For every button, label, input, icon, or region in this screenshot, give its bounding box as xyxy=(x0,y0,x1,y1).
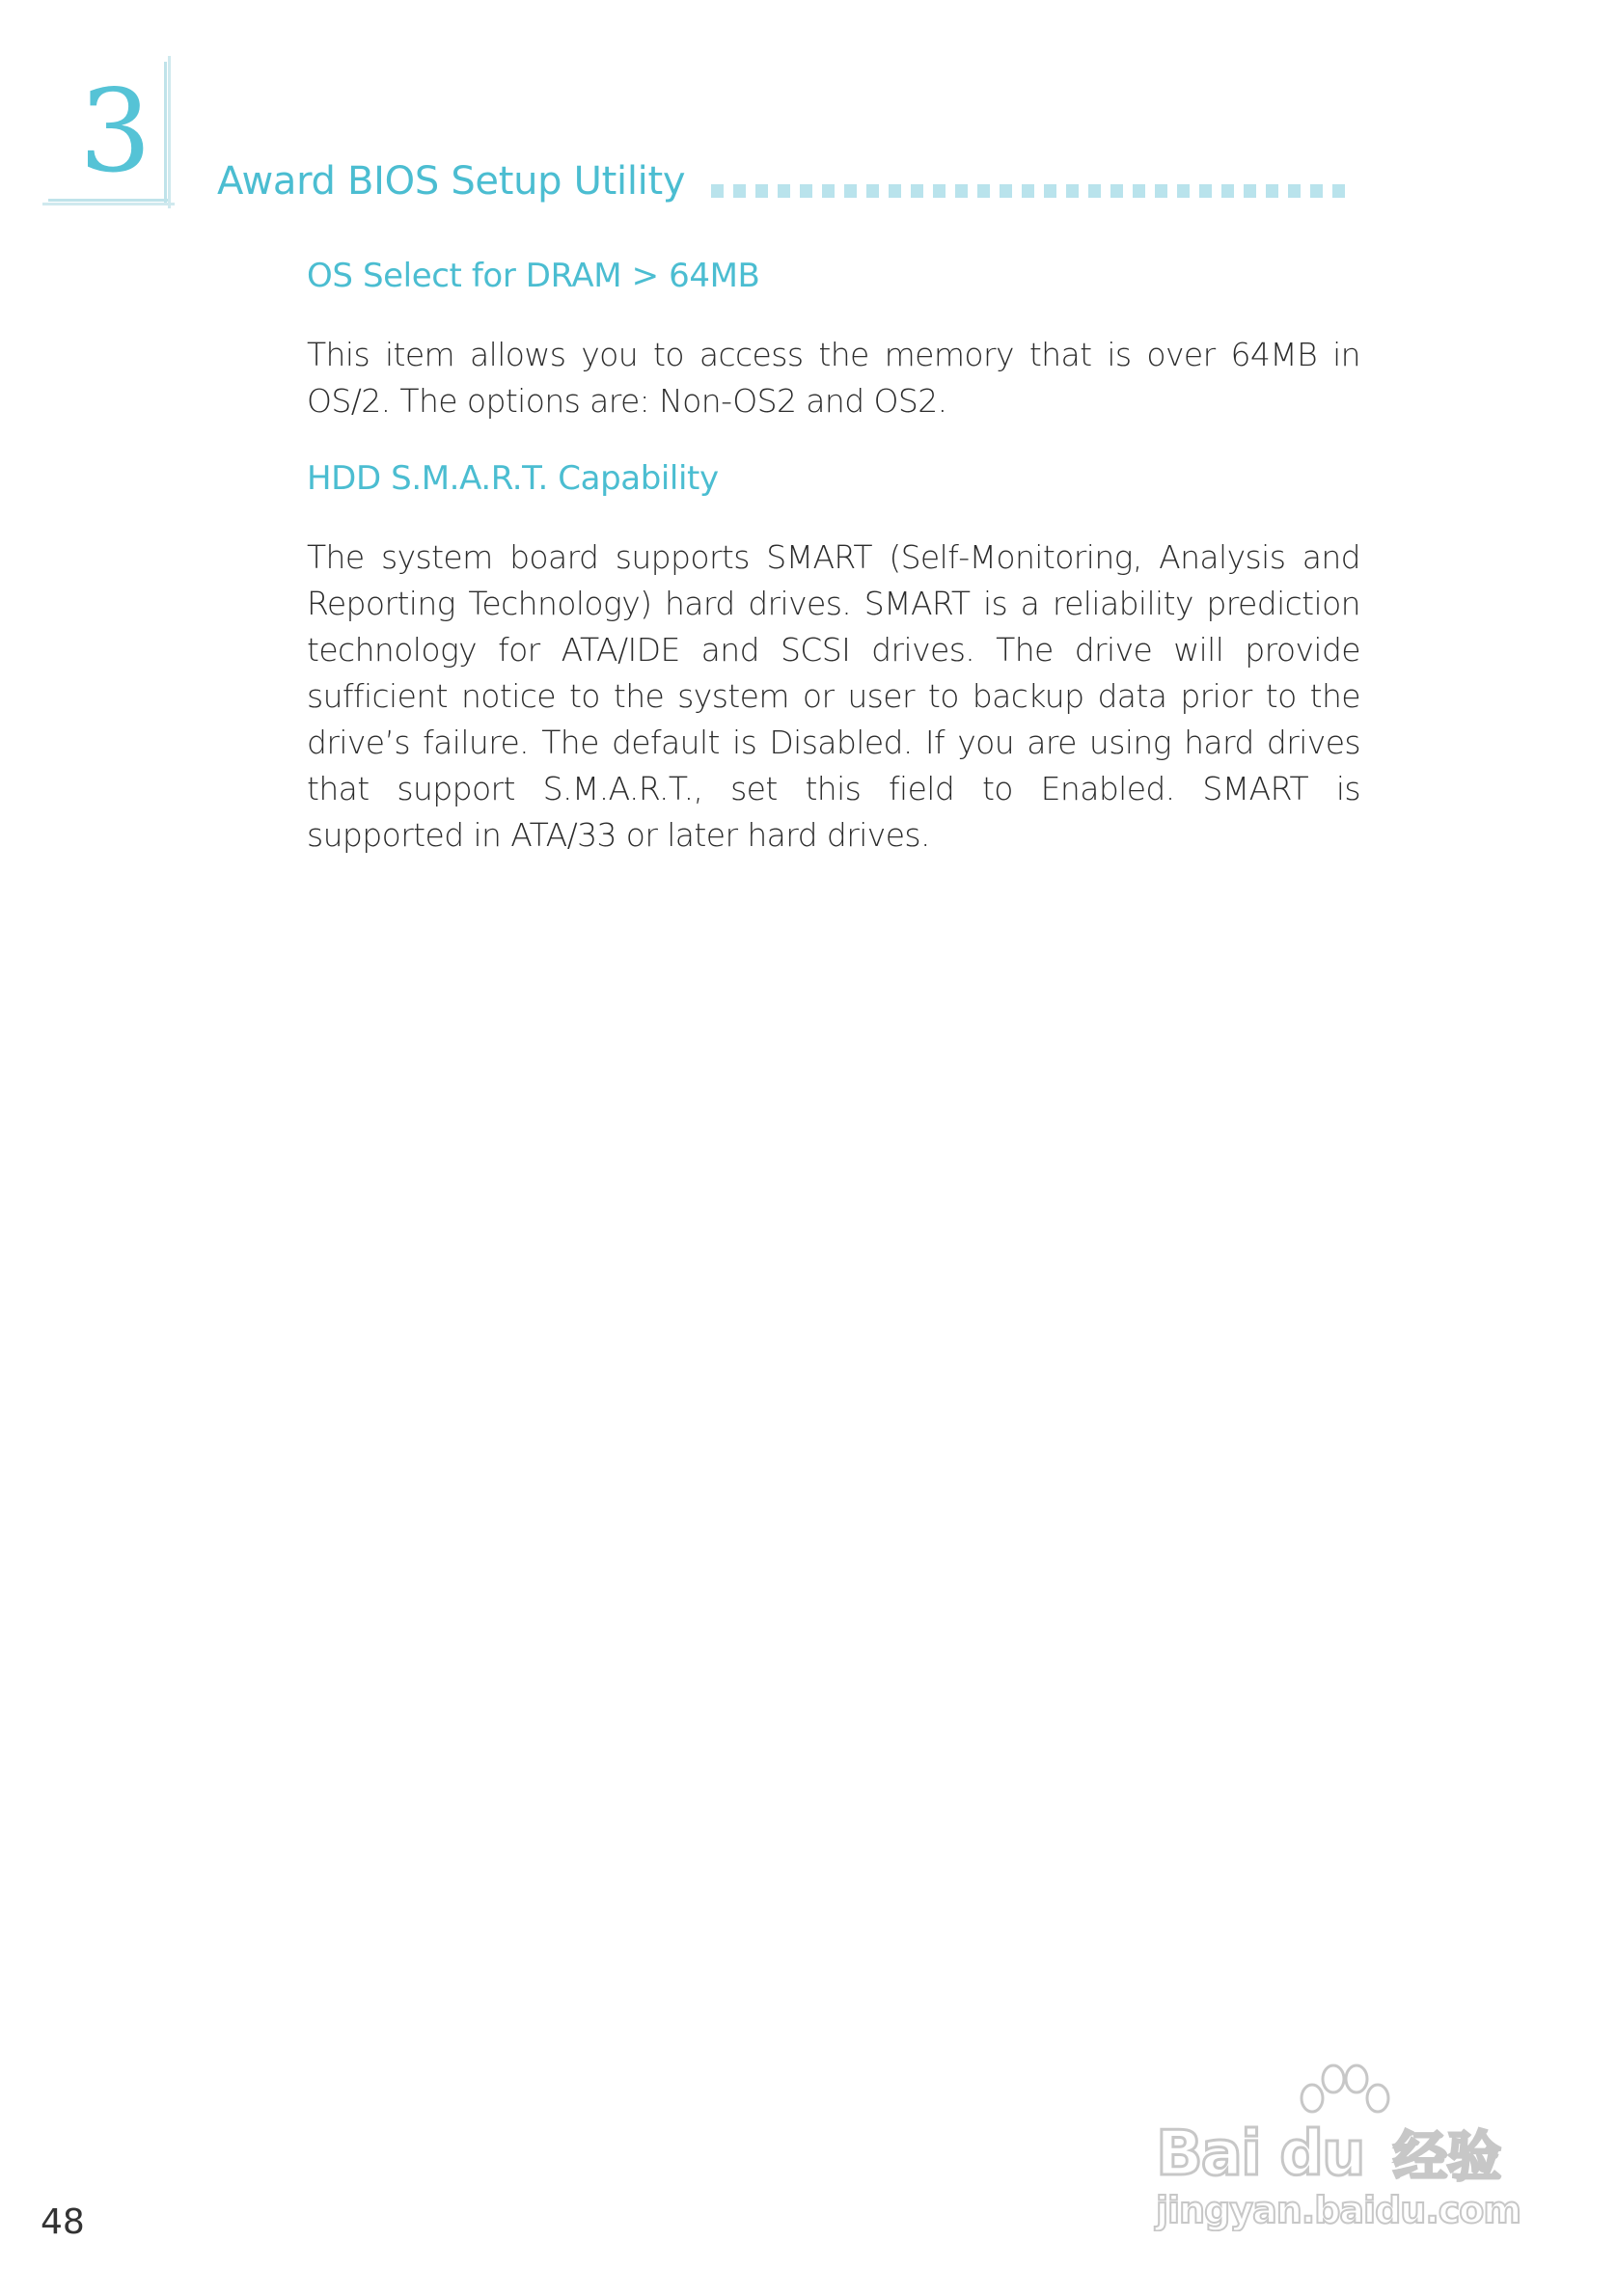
title-dot xyxy=(1000,184,1012,198)
title-dot xyxy=(1244,184,1256,198)
chapter-box-horizontal-line-inner xyxy=(48,199,168,202)
title-dot xyxy=(933,184,946,198)
title-dot xyxy=(955,184,968,198)
title-dot xyxy=(889,184,901,198)
baidu-watermark xyxy=(1146,2060,1527,2243)
section-body-os-select: This item allows you to access the memory that is over 64MB in OS/2. The options are: Non-OS2 and OS2. xyxy=(307,336,1360,420)
watermark-brand-cn: 经验 xyxy=(1393,2126,1501,2189)
title-dot xyxy=(1288,184,1301,198)
title-dot xyxy=(911,184,923,198)
page-content xyxy=(307,253,1360,859)
title-dot xyxy=(1133,184,1145,198)
watermark-url: jingyan.baidu.com xyxy=(1156,2189,1521,2231)
chapter-box-horizontal-line xyxy=(42,203,175,205)
title-dot xyxy=(1177,184,1190,198)
chapter-box-vertical-line-inner xyxy=(164,62,167,205)
title-dot xyxy=(1221,184,1234,198)
title-dot xyxy=(733,184,746,198)
chapter-number: 3 xyxy=(79,65,152,198)
title-dot xyxy=(755,184,768,198)
title-dot xyxy=(1022,184,1034,198)
title-dot xyxy=(711,184,724,198)
section-heading-os-select: OS Select for DRAM > 64MB xyxy=(307,257,760,295)
chapter-number-box xyxy=(42,56,175,208)
title-dot xyxy=(1088,184,1101,198)
chapter-box-vertical-line xyxy=(168,56,171,208)
title-dot xyxy=(1266,184,1278,198)
title-dot xyxy=(778,184,790,198)
title-dot xyxy=(1110,184,1123,198)
title-dot-leader xyxy=(711,184,1359,198)
chapter-title: Award BIOS Setup Utility xyxy=(217,159,686,204)
title-dot xyxy=(1310,184,1323,198)
title-dot xyxy=(977,184,990,198)
section-body-hdd-smart: The system board supports SMART (Self-Monitoring, Analysis and Reporting Technology) hard drives. SMART is a reliability prediction technology for ATA/IDE and SCSI drives. The drive will provide sufficient notice to the system or user to backup data prior to the drive’s failure. The default is Disabled. If you are using hard drives that support S.M.A.R.T., set this field to Enabled. SMART is supported in ATA/33 or later hard drives. xyxy=(307,538,1360,854)
title-dot xyxy=(1199,184,1212,198)
title-dot xyxy=(800,184,812,198)
title-dot xyxy=(1066,184,1079,198)
title-dot xyxy=(822,184,835,198)
watermark-brand: Bai du xyxy=(1156,2118,1364,2190)
title-dot xyxy=(1155,184,1167,198)
title-dot xyxy=(1044,184,1056,198)
section-heading-hdd-smart: HDD S.M.A.R.T. Capability xyxy=(307,459,719,498)
title-dot xyxy=(844,184,857,198)
title-dot xyxy=(1332,184,1345,198)
page-number: 48 xyxy=(41,2202,85,2242)
title-dot xyxy=(866,184,879,198)
